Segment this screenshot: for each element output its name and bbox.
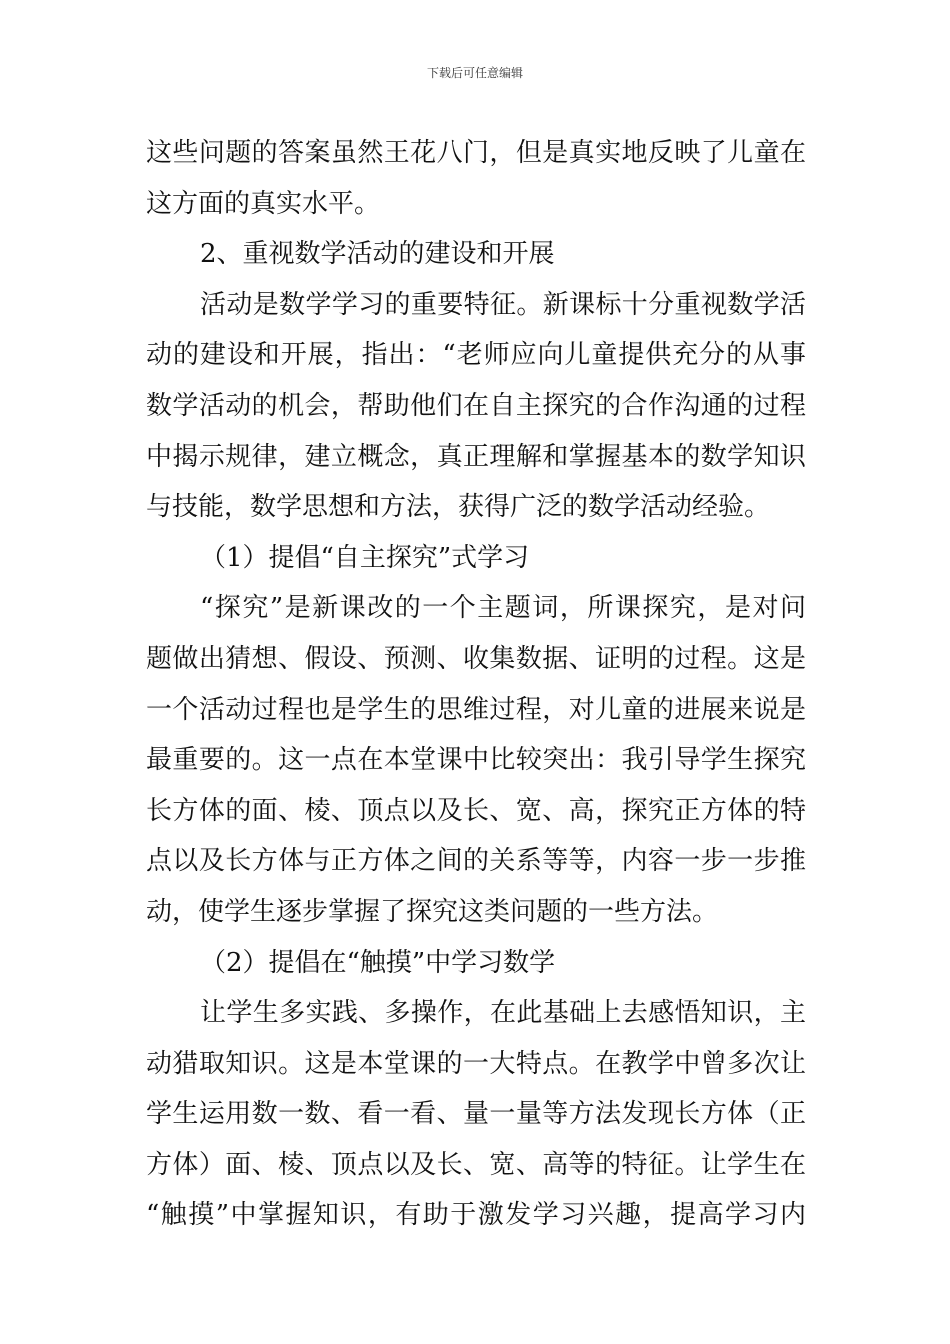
text-line: “探究”是新课改的一个主题词，所课探究，是对问 xyxy=(200,593,806,624)
text-line: “触摸”中掌握知识，有助于激发学习兴趣，提高学习内 xyxy=(146,1200,806,1231)
text-line: 一个活动过程也是学生的思维过程，对儿童的进展来说是 xyxy=(146,694,806,725)
text-line: 动的建设和开展，指出：“老师应向儿童提供充分的从事 xyxy=(146,340,806,371)
text-line: 活动是数学学习的重要特征。新课标十分重视数学活 xyxy=(200,289,806,320)
text-line: 数学活动的机会，帮助他们在自主探究的合作沟通的过程 xyxy=(146,390,806,421)
text-line: 长方体的面、棱、顶点以及长、宽、高，探究正方体的特 xyxy=(146,795,806,826)
text-line: 让学生多实践、多操作，在此基础上去感悟知识，主 xyxy=(200,998,806,1029)
document-body xyxy=(146,128,806,1241)
section-heading: 2、重视数学活动的建设和开展 xyxy=(200,239,555,270)
text-line: 点以及长方体与正方体之间的关系等等，内容一步一步推 xyxy=(146,846,806,877)
subsection-heading: （1）提倡“自主探究”式学习 xyxy=(200,542,530,573)
text-line: 最重要的。这一点在本堂课中比较突出：我引导学生探究 xyxy=(146,745,806,776)
text-line: 与技能，数学思想和方法，获得广泛的数学活动经验。 xyxy=(146,492,771,523)
text-line: 动，使学生逐步掌握了探究这类问题的一些方法。 xyxy=(146,896,719,927)
subsection-heading: （2）提倡在“触摸”中学习数学 xyxy=(200,947,556,978)
text-line: 学生运用数一数、看一看、量一量等方法发现长方体（正 xyxy=(146,1099,806,1130)
header-note: 下载后可任意编辑 xyxy=(426,66,523,80)
text-line: 中揭示规律，建立概念，真正理解和掌握基本的数学知识 xyxy=(146,441,806,472)
text-line: 方体）面、棱、顶点以及长、宽、高等的特征。让学生在 xyxy=(146,1149,806,1180)
text-line: 这方面的真实水平。 xyxy=(146,188,381,219)
text-line: 题做出猜想、假设、预测、收集数据、证明的过程。这是 xyxy=(146,643,806,674)
text-line: 这些问题的答案虽然王花八门，但是真实地反映了儿童在 xyxy=(146,138,806,168)
text-line: 动猎取知识。这是本堂课的一大特点。在教学中曾多次让 xyxy=(146,1048,806,1079)
